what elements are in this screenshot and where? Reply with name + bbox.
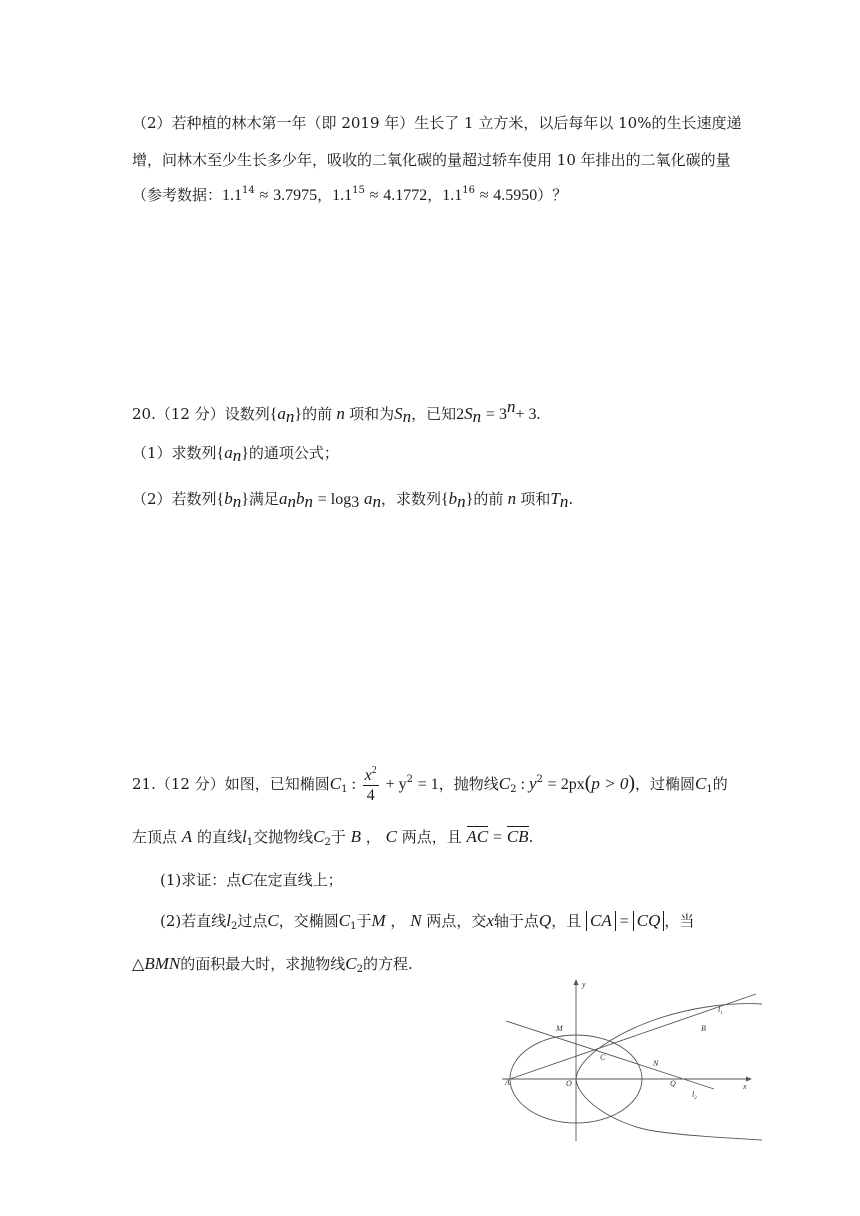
y-axis-arrow xyxy=(574,979,579,985)
q21-sub1: (1)求证：点C在定直线上； xyxy=(160,870,343,889)
label-C: C xyxy=(600,1053,606,1062)
q21-line2: 左顶点 A 的直线$l_1$交抛物线$C_2$于 B ， C 两点，且 AC = CB. xyxy=(132,827,534,848)
q21-sub2: (2)若直线$l_2$过点C，交椭圆$C_1$于M ， N 两点，交x轴于点Q，且 CA = CQ ，当 xyxy=(160,911,695,932)
q20-stem: 20.（12 分）设数列$\{a_n\}$的前 n 项和为$S_n$，已知$2S_n = 3^n+ 3$. xyxy=(132,397,541,426)
label-Q: Q xyxy=(670,1079,676,1088)
ellipse-parabola-figure xyxy=(500,978,762,1146)
label-x: x xyxy=(743,1082,747,1091)
ellipse-fraction: $\frac{x^2}{4}$ xyxy=(364,765,377,804)
label-l1: $l_1$ xyxy=(718,1005,723,1016)
q19-reference-data: （参考数据：$1.1^{14} \approx 3.7975$，$1.1^{15} \approx 4.1772$，$1.1^{16} \approx 4.5950$）？ xyxy=(132,185,568,204)
label-A: A xyxy=(505,1078,510,1087)
x-axis-arrow xyxy=(746,1077,752,1082)
q20-part1: （1）求数列$\{a_n\}$的通项公式； xyxy=(132,443,339,465)
label-N: N xyxy=(653,1059,659,1068)
label-l2: $l_2$ xyxy=(692,1090,697,1101)
q20-part2: （2）若数列$\{b_n\}$满足$a_nb_n = \log_3 a_n$，求数列$\{b_n\}$的前 n 项和$T_n$. xyxy=(132,489,574,511)
label-M: M xyxy=(556,1024,563,1033)
q19-part2-line2: 增，问林木至少生长多少年，吸收的二氧化碳的量超过轿车使用 10 年排出的二氧化碳的量 xyxy=(132,151,731,169)
q19-part2-line1: （2）若种植的林木第一年（即 2019 年）生长了 1 立方米，以后每年以 10%的生长速度递 xyxy=(132,114,742,132)
q21-stem: 21.（12 分）如图，已知椭圆$C_1$ : $\frac{x^2}{4}$ + $y^2 = 1$，抛物线$C_2$ : $y^2 = 2px(p > 0)$，过椭圆$C_1$的 xyxy=(132,765,728,804)
parabola-upper xyxy=(576,1004,762,1079)
parabola-lower xyxy=(576,1079,762,1140)
label-B: B xyxy=(701,1024,706,1033)
label-O: O xyxy=(566,1079,572,1088)
q21-sub2-cont: △BMN的面积最大时，求抛物线$C_2$的方程. xyxy=(132,954,413,975)
label-y: y xyxy=(582,980,586,989)
